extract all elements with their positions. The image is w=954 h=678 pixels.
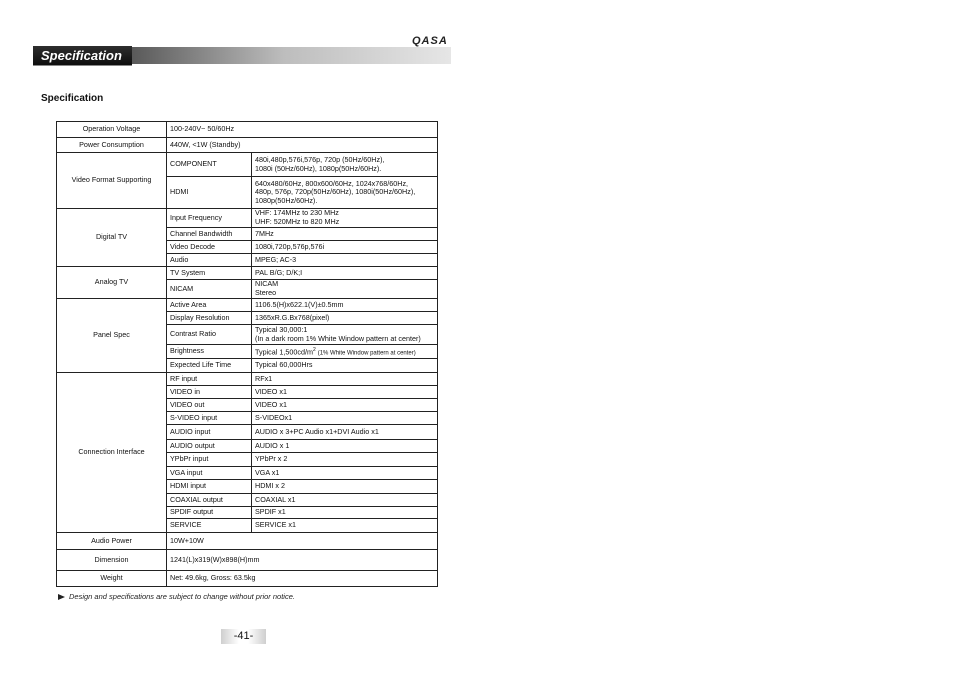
table-row <box>57 373 438 386</box>
spec-label: NICAM <box>167 280 252 299</box>
spec-value: SERVICE x1 <box>252 519 438 533</box>
spec-value: COAXIAL x1 <box>252 494 438 507</box>
section-heading: Specification <box>41 93 104 104</box>
spec-label: COAXIAL output <box>167 494 252 507</box>
table-row <box>57 299 438 312</box>
spec-value <box>252 345 438 359</box>
brightness-superscript: 2 <box>312 346 316 353</box>
spec-label: Channel Bandwidth <box>167 228 252 241</box>
spec-value-line: VHF: 174MHz to 230 MHz <box>255 208 339 218</box>
spec-label: TV System <box>167 267 252 280</box>
spec-value: HDMI x 2 <box>252 480 438 494</box>
spec-value: SPDIF x1 <box>252 507 438 519</box>
brightness-note: (1% White Window pattern at center) <box>317 349 416 356</box>
spec-value-line: NICAM <box>255 279 279 289</box>
spec-value <box>252 325 438 345</box>
spec-value: MPEG; AC-3 <box>252 254 438 267</box>
spec-label: YPbPr input <box>167 453 252 467</box>
spec-label: HDMI <box>167 177 252 209</box>
spec-label: COMPONENT <box>167 153 252 177</box>
spec-value <box>252 280 438 299</box>
spec-value: 1241(L)x319(W)x898(H)mm <box>167 550 438 571</box>
spec-value: 7MHz <box>252 228 438 241</box>
spec-label: Audio <box>167 254 252 267</box>
arrow-right-icon <box>58 594 65 600</box>
header-title: Specification <box>41 48 122 63</box>
footnote-text: Design and specifications are subject to change without prior notice. <box>69 592 295 601</box>
spec-value: RFx1 <box>252 373 438 386</box>
spec-label: Dimension <box>57 550 167 571</box>
spec-value: 1080i,720p,576p,576i <box>252 241 438 254</box>
spec-value-line: Typical 30,000:1 <box>255 324 308 334</box>
spec-label: SERVICE <box>167 519 252 533</box>
spec-value: 10W+10W <box>167 533 438 550</box>
table-row <box>57 550 438 571</box>
spec-value-line: UHF: 520MHz to 820 MHz <box>255 217 340 226</box>
brand-logo: QASA <box>412 35 448 47</box>
spec-value <box>252 209 438 228</box>
spec-label: Brightness <box>167 345 252 359</box>
table-row <box>57 138 438 153</box>
spec-value-line: Stereo <box>255 288 277 297</box>
spec-value <box>252 153 438 177</box>
spec-value: AUDIO x 3+PC Audio x1+DVI Audio x1 <box>252 425 438 440</box>
spec-label: AUDIO output <box>167 440 252 453</box>
spec-category: Connection Interface <box>57 373 167 533</box>
spec-label: VGA input <box>167 467 252 480</box>
spec-value-line: 1080i (50Hz/60Hz), 1080p(50Hz/60Hz). <box>255 163 382 173</box>
spec-value-line: 1080p(50Hz/60Hz). <box>255 195 318 205</box>
brightness-value: Typical 1,500cd/m <box>255 346 313 356</box>
table-row <box>57 122 438 138</box>
spec-value: VIDEO x1 <box>252 386 438 399</box>
spec-label: AUDIO input <box>167 425 252 440</box>
spec-value: YPbPr x 2 <box>252 453 438 467</box>
spec-label: Operation Voltage <box>57 122 167 138</box>
spec-value <box>252 177 438 209</box>
table-row <box>57 209 438 228</box>
spec-label: HDMI input <box>167 480 252 494</box>
table-row <box>57 153 438 177</box>
spec-label: Input Frequency <box>167 209 252 228</box>
table-row <box>57 571 438 587</box>
spec-value-line: 480i,480p,576i,576p, 720p (50Hz/60Hz), <box>255 154 385 164</box>
spec-value: S-VIDEOx1 <box>252 412 438 425</box>
spec-category: Video Format Supporting <box>57 153 167 209</box>
spec-label: Display Resolution <box>167 312 252 325</box>
page-number: -41- <box>221 629 266 644</box>
spec-label: VIDEO out <box>167 399 252 412</box>
table-row <box>57 267 438 280</box>
spec-label: S-VIDEO input <box>167 412 252 425</box>
spec-value: Net: 49.6kg, Gross: 63.5kg <box>167 571 438 587</box>
spec-value-line: 640x480/60Hz, 800x600/60Hz, 1024x768/60Hz, <box>255 178 409 188</box>
spec-value-line: 480p, 576p, 720p(50Hz/60Hz), 1080i(50Hz/60Hz), <box>255 187 416 197</box>
spec-value: 440W, <1W (Standby) <box>167 138 438 153</box>
spec-value: PAL B/G; D/K;I <box>252 267 438 280</box>
spec-value: 100-240V~ 50/60Hz <box>167 122 438 138</box>
spec-category: Panel Spec <box>57 299 167 373</box>
spec-value: 1106.5(H)x622.1(V)±0.5mm <box>252 299 438 312</box>
spec-label: RF input <box>167 373 252 386</box>
spec-label: SPDIF output <box>167 507 252 519</box>
table-row <box>57 533 438 550</box>
spec-value: VIDEO x1 <box>252 399 438 412</box>
spec-value: VGA x1 <box>252 467 438 480</box>
spec-value: AUDIO x 1 <box>252 440 438 453</box>
spec-label: Expected Life Time <box>167 359 252 373</box>
footnote <box>58 592 295 601</box>
spec-label: Power Consumption <box>57 138 167 153</box>
spec-label: VIDEO in <box>167 386 252 399</box>
spec-label: Weight <box>57 571 167 587</box>
spec-label: Active Area <box>167 299 252 312</box>
spec-value: Typical 60,000Hrs <box>252 359 438 373</box>
spec-table <box>56 121 438 587</box>
spec-value-line: (In a dark room 1% White Window pattern at center) <box>255 333 421 343</box>
spec-label: Contrast Ratio <box>167 325 252 345</box>
spec-category: Digital TV <box>57 209 167 267</box>
spec-category: Analog TV <box>57 267 167 299</box>
spec-label: Audio Power <box>57 533 167 550</box>
spec-value: 1365xR.G.Bx768(pixel) <box>252 312 438 325</box>
spec-label: Video Decode <box>167 241 252 254</box>
